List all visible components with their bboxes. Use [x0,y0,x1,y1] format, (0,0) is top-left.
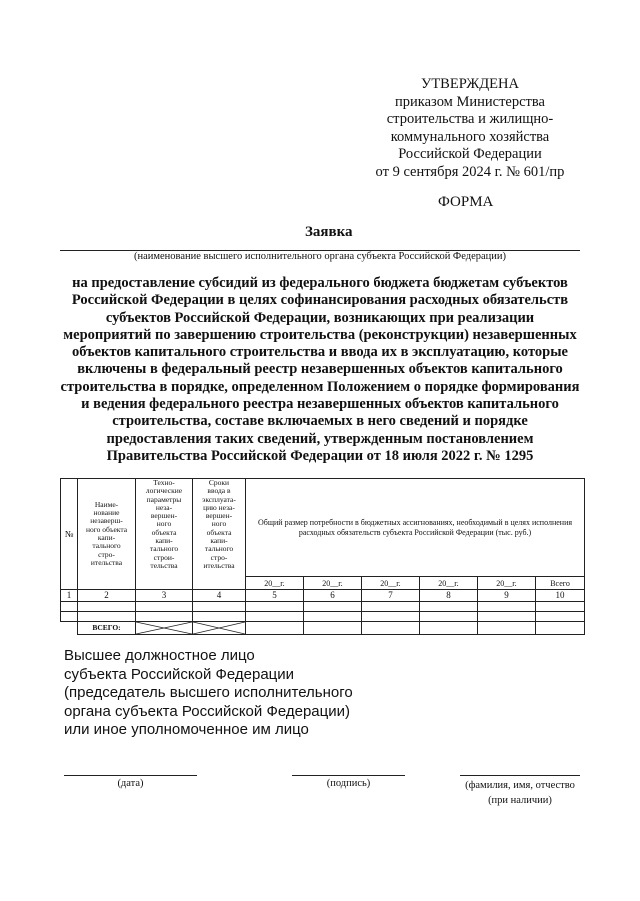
table-cell[interactable] [536,612,585,622]
date-line[interactable] [64,775,197,776]
column-header-year: 20__г. [420,577,478,590]
table-row [61,602,585,612]
crossed-cell [136,622,193,635]
table-cell[interactable] [193,602,246,612]
column-header-object-name-text: Наиме- нование незаверш- ного объекта капи- тального стро- ительства [85,499,128,567]
total-cell[interactable] [304,622,362,635]
table-cell[interactable] [478,612,536,622]
column-header-tech-params [136,479,193,590]
column-header-year: 20__г. [362,577,420,590]
table-cell[interactable] [61,602,78,612]
table-cell[interactable] [304,612,362,622]
approval-line: приказом Министерства [395,93,545,110]
date-caption: (дата) [117,778,144,789]
official-line: или иное уполномоченное им лицо [64,721,309,738]
official-line: Высшее должностное лицо [64,647,255,664]
document-title: Заявка [305,224,353,240]
column-number: 10 [536,590,585,602]
official-block [64,647,353,740]
approval-line: от 9 сентября 2024 г. № 601/пр [375,163,565,180]
column-number: 8 [420,590,478,602]
column-header-year: 20__г. [304,577,362,590]
table-cell[interactable] [420,602,478,612]
total-cell[interactable] [246,622,304,635]
table-cell[interactable] [420,612,478,622]
total-cell[interactable] [478,622,536,635]
table-cell[interactable] [362,612,420,622]
approval-line: строительства и жилищно- [386,111,554,127]
column-number: 6 [304,590,362,602]
signature-caption: (подпись) [326,778,371,789]
table-cell[interactable] [304,602,362,612]
column-header-tech-params-text: Техно- логические параметры неза- вершен- ного объекта капи- тального строи- тельства [145,478,183,570]
cross-mark-icon [193,622,245,634]
crossed-cell [193,622,246,635]
column-header-budget-need: Общий размер потребности в бюджетных ассигнованиях, необходимый в целях исполнения расходных обязательств субъекта Российской Федерации (тыс. руб.) [246,479,585,577]
column-header-commissioning-terms [193,479,246,590]
name-caption: (фамилия, имя, отчество [465,780,575,791]
table-cell[interactable] [246,602,304,612]
approval-line: УТВЕРЖДЕНА [421,76,519,92]
cross-mark-icon [136,622,192,634]
name-caption-note: (при наличии) [488,795,552,806]
table-cell[interactable] [136,612,193,622]
total-label: ВСЕГО: [78,622,136,635]
total-cell[interactable] [362,622,420,635]
column-header-object-name [78,479,136,590]
table-row [61,612,585,622]
official-line: органа субъекта Российской Федерации) [64,702,350,720]
table-cell[interactable] [478,602,536,612]
column-number: 2 [78,590,136,602]
column-header-total: Всего [536,577,585,590]
total-blank-cell [61,622,78,635]
org-name-caption: (наименование высшего исполнительного органа субъекта Российской Федерации) [133,251,507,262]
name-line[interactable] [460,775,580,776]
total-row [61,622,585,635]
approval-line: Российской Федерации [398,146,542,162]
signature-line[interactable] [292,775,405,776]
approval-line: коммунального хозяйства [390,128,550,145]
table-cell[interactable] [536,602,585,612]
request-table [60,478,585,635]
table-cell[interactable] [78,602,136,612]
table-cell[interactable] [246,612,304,622]
table-cell[interactable] [136,602,193,612]
official-line: (председатель высшего исполнительного [64,684,353,701]
table-cell[interactable] [362,602,420,612]
column-number: 1 [61,590,78,602]
column-number: 9 [478,590,536,602]
column-header-year: 20__г. [246,577,304,590]
total-cell[interactable] [536,622,585,635]
table-cell[interactable] [78,612,136,622]
column-number: 7 [362,590,420,602]
column-number: 4 [193,590,246,602]
column-header-commissioning-terms-text: Сроки ввода в эксплуата- цию неза- вершен- ного объекта капи- тального стро- ительства [202,478,236,570]
column-number: 3 [136,590,193,602]
official-line: субъекта Российской Федерации [64,665,295,683]
form-label: ФОРМА [438,194,494,210]
column-number: 5 [246,590,304,602]
table-cell[interactable] [61,612,78,622]
column-header-number: № [61,479,78,590]
total-cell[interactable] [420,622,478,635]
subject-title: на предоставление субсидий из федерального бюджета бюджетам субъектов Российской Федерации в целях софинансирования расходных обязательств субъектов Российской Федерации, возникающих при реализации мероприятий по завершению строительства (реконструкции) незавершенных объектов капитального строительства и ввода их в эксплуатацию, которые включены в федеральный реестр незавершенных объектов капитального строительства в порядке, определенном Положением о порядке формирования и ведения федерального реестра незавершенных объектов капитального строительства, составе включаемых в него сведений и порядке предоставления таких сведений, утвержденным постановлением Правительства Российской Федерации от 18 июля 2022 г. № 1295 [60,275,580,464]
table-cell[interactable] [193,612,246,622]
column-number-row [61,590,585,602]
approval-block [340,76,600,181]
column-header-year: 20__г. [478,577,536,590]
